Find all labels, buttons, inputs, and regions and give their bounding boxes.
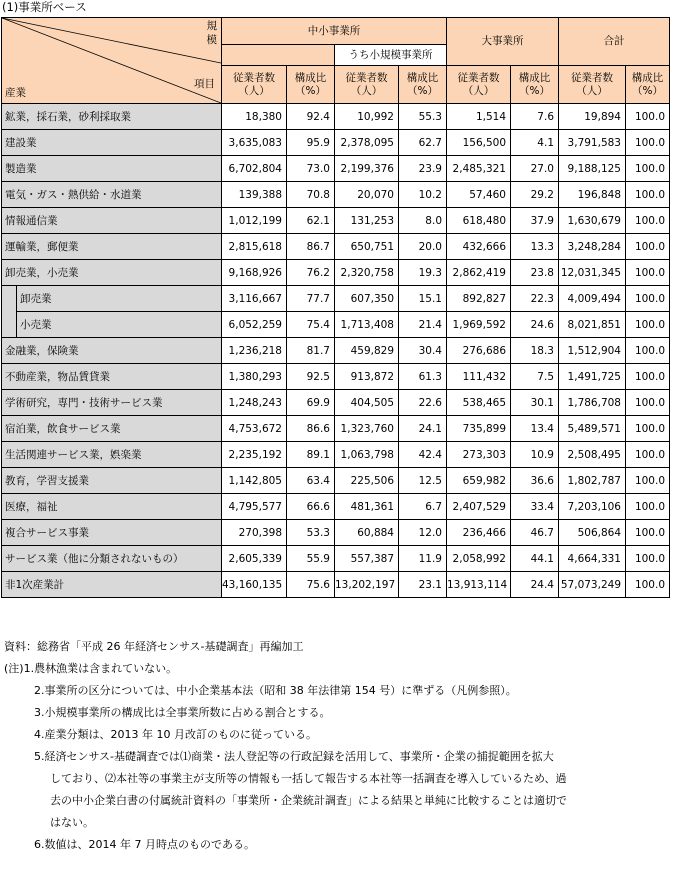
table-row — [2, 442, 670, 468]
ratio-cell: 7.5 — [511, 364, 559, 390]
ratio-cell: 23.1 — [399, 572, 447, 598]
table-row — [2, 494, 670, 520]
table-row — [2, 130, 670, 156]
corner-item-label: 項目 — [194, 78, 215, 90]
ratio-cell: 37.9 — [511, 208, 559, 234]
employees-cell: 659,982 — [447, 468, 511, 494]
ratio-cell: 100.0 — [626, 390, 670, 416]
ratio-cell: 70.8 — [287, 182, 335, 208]
ratio-cell: 18.3 — [511, 338, 559, 364]
employees-cell: 6,702,804 — [222, 156, 287, 182]
employees-cell: 270,398 — [222, 520, 287, 546]
employees-cell: 432,666 — [447, 234, 511, 260]
ratio-cell: 61.3 — [399, 364, 447, 390]
ratio-cell: 81.7 — [287, 338, 335, 364]
ratio-cell: 100.0 — [626, 156, 670, 182]
col-ratio-header: 構成比 （%） — [287, 66, 335, 104]
employees-cell: 57,460 — [447, 182, 511, 208]
ratio-cell: 77.7 — [287, 286, 335, 312]
ratio-cell: 44.1 — [511, 546, 559, 572]
note-5-cont: はない。 — [50, 816, 94, 829]
industry-name: 教育，学習支援業 — [2, 468, 222, 494]
ratio-cell: 30.1 — [511, 390, 559, 416]
ratio-cell: 55.3 — [399, 104, 447, 130]
ratio-cell: 63.4 — [287, 468, 335, 494]
table-row — [2, 104, 670, 130]
note-2: 2.事業所の区分については、中小企業基本法（昭和 38 年法律第 154 号）に準ずる（凡例参照）。 — [34, 684, 517, 697]
ratio-cell: 100.0 — [626, 182, 670, 208]
industry-name: 卸売業 — [17, 286, 222, 312]
ratio-cell: 42.4 — [399, 442, 447, 468]
table-row — [2, 156, 670, 182]
employees-cell: 913,872 — [335, 364, 399, 390]
industry-name: 鉱業，採石業，砂利採取業 — [2, 104, 222, 130]
employees-cell: 13,202,197 — [335, 572, 399, 598]
corner-header — [2, 18, 222, 104]
group-small-header: うち小規模事業所 — [335, 45, 447, 66]
employees-cell: 506,864 — [559, 520, 626, 546]
col-employees-header: 従業者数 （人） — [559, 66, 626, 104]
ratio-cell: 13.4 — [511, 416, 559, 442]
employees-cell: 2,508,495 — [559, 442, 626, 468]
table-row — [2, 234, 670, 260]
ratio-cell: 11.9 — [399, 546, 447, 572]
ratio-cell: 100.0 — [626, 234, 670, 260]
ratio-cell: 100.0 — [626, 260, 670, 286]
col-employees-header: 従業者数 （人） — [335, 66, 399, 104]
industry-name: 複合サービス事業 — [2, 520, 222, 546]
ratio-cell: 33.4 — [511, 494, 559, 520]
ratio-cell: 100.0 — [626, 572, 670, 598]
ratio-cell: 73.0 — [287, 156, 335, 182]
group-large-header: 大事業所 — [447, 18, 559, 66]
employees-cell: 1,380,293 — [222, 364, 287, 390]
ratio-cell: 36.6 — [511, 468, 559, 494]
employees-cell: 892,827 — [447, 286, 511, 312]
industry-name: 学術研究，専門・技術サービス業 — [2, 390, 222, 416]
ratio-cell: 100.0 — [626, 416, 670, 442]
employees-cell: 1,713,408 — [335, 312, 399, 338]
table-body — [2, 104, 670, 598]
employees-cell: 1,514 — [447, 104, 511, 130]
note-6: 6.数値は、2014 年 7 月時点のものである。 — [34, 838, 255, 851]
sme-spacer — [222, 45, 335, 66]
employees-cell: 2,485,321 — [447, 156, 511, 182]
employees-cell: 1,786,708 — [559, 390, 626, 416]
employees-cell: 111,432 — [447, 364, 511, 390]
employees-cell: 1,248,243 — [222, 390, 287, 416]
ratio-cell: 100.0 — [626, 286, 670, 312]
industry-name: 生活関連サービス業，娯楽業 — [2, 442, 222, 468]
ratio-cell: 69.9 — [287, 390, 335, 416]
ratio-cell: 75.6 — [287, 572, 335, 598]
employees-cell: 9,168,926 — [222, 260, 287, 286]
table-row — [2, 260, 670, 286]
employees-cell: 9,188,125 — [559, 156, 626, 182]
employees-cell: 7,203,106 — [559, 494, 626, 520]
ratio-cell: 100.0 — [626, 364, 670, 390]
employees-cell: 1,512,904 — [559, 338, 626, 364]
ratio-cell: 62.1 — [287, 208, 335, 234]
ratio-cell: 8.0 — [399, 208, 447, 234]
indent-spacer — [2, 312, 17, 338]
employees-cell: 2,815,618 — [222, 234, 287, 260]
employees-cell: 225,506 — [335, 468, 399, 494]
ratio-cell: 30.4 — [399, 338, 447, 364]
ratio-cell: 89.1 — [287, 442, 335, 468]
employees-cell: 1,802,787 — [559, 468, 626, 494]
ratio-cell: 22.6 — [399, 390, 447, 416]
ratio-cell: 100.0 — [626, 494, 670, 520]
ratio-cell: 27.0 — [511, 156, 559, 182]
employees-cell: 156,500 — [447, 130, 511, 156]
table-row — [2, 390, 670, 416]
employees-cell: 20,070 — [335, 182, 399, 208]
ratio-cell: 21.4 — [399, 312, 447, 338]
industry-name: 製造業 — [2, 156, 222, 182]
employees-cell: 618,480 — [447, 208, 511, 234]
table-row — [2, 338, 670, 364]
employees-cell: 404,505 — [335, 390, 399, 416]
table-row — [2, 572, 670, 598]
ratio-cell: 100.0 — [626, 442, 670, 468]
ratio-cell: 75.4 — [287, 312, 335, 338]
employees-cell: 481,361 — [335, 494, 399, 520]
employees-cell: 1,630,679 — [559, 208, 626, 234]
indent-spacer — [2, 286, 17, 312]
ratio-cell: 29.2 — [511, 182, 559, 208]
corner-industry-label: 産業 — [5, 87, 26, 99]
note-5: 5.経済センサス-基礎調査では⑴商業・法人登記等の行政記録を活用して、事業所・企業の捕捉範囲を拡大 — [34, 750, 554, 763]
employees-cell: 2,378,095 — [335, 130, 399, 156]
employees-cell: 12,031,345 — [559, 260, 626, 286]
employees-cell: 196,848 — [559, 182, 626, 208]
note-3: 3.小規模事業所の構成比は全事業所数に占める割合とする。 — [34, 706, 331, 719]
industry-name: 医療，福祉 — [2, 494, 222, 520]
ratio-cell: 53.3 — [287, 520, 335, 546]
employees-cell: 19,894 — [559, 104, 626, 130]
employees-cell: 3,248,284 — [559, 234, 626, 260]
industry-name: サービス業（他に分類されないもの） — [2, 546, 222, 572]
col-employees-header: 従業者数 （人） — [222, 66, 287, 104]
industry-name: 運輸業，郵便業 — [2, 234, 222, 260]
employees-cell: 538,465 — [447, 390, 511, 416]
employees-cell: 10,992 — [335, 104, 399, 130]
employees-cell: 735,899 — [447, 416, 511, 442]
col-ratio-header: 構成比 （%） — [511, 66, 559, 104]
ratio-cell: 13.3 — [511, 234, 559, 260]
industry-name: 宿泊業，飲食サービス業 — [2, 416, 222, 442]
employees-cell: 557,387 — [335, 546, 399, 572]
employees-cell: 5,489,571 — [559, 416, 626, 442]
employees-cell: 2,407,529 — [447, 494, 511, 520]
employees-cell: 13,913,114 — [447, 572, 511, 598]
source-note: 資料：総務省「平成 26 年経済センサス-基礎調査」再編加工 — [4, 640, 304, 653]
industry-name: 不動産業，物品賃貸業 — [2, 364, 222, 390]
ratio-cell: 7.6 — [511, 104, 559, 130]
ratio-cell: 62.7 — [399, 130, 447, 156]
ratio-cell: 92.5 — [287, 364, 335, 390]
ratio-cell: 4.1 — [511, 130, 559, 156]
industry-name: 小売業 — [17, 312, 222, 338]
table-row — [2, 312, 670, 338]
ratio-cell: 6.7 — [399, 494, 447, 520]
ratio-cell: 100.0 — [626, 104, 670, 130]
note-5-cont: しており、⑵本社等の事業主が支所等の情報も一括して報告する本社等一括調査を導入しているため、過 — [50, 772, 567, 785]
table-row — [2, 208, 670, 234]
industry-name: 非1次産業計 — [2, 572, 222, 598]
ratio-cell: 100.0 — [626, 338, 670, 364]
ratio-cell: 92.4 — [287, 104, 335, 130]
diagonal-lines — [2, 18, 221, 103]
ratio-cell: 76.2 — [287, 260, 335, 286]
employees-cell: 2,862,419 — [447, 260, 511, 286]
col-ratio-header: 構成比 （%） — [399, 66, 447, 104]
employees-cell: 43,160,135 — [222, 572, 287, 598]
employees-cell: 1,323,760 — [335, 416, 399, 442]
table-row — [2, 468, 670, 494]
employees-cell: 1,063,798 — [335, 442, 399, 468]
corner-scale-label-2: 模 — [206, 34, 217, 46]
table-row — [2, 546, 670, 572]
employees-cell: 60,884 — [335, 520, 399, 546]
ratio-cell: 24.1 — [399, 416, 447, 442]
ratio-cell: 24.4 — [511, 572, 559, 598]
ratio-cell: 100.0 — [626, 312, 670, 338]
industry-name: 金融業，保険業 — [2, 338, 222, 364]
ratio-cell: 24.6 — [511, 312, 559, 338]
employees-cell: 2,605,339 — [222, 546, 287, 572]
ratio-cell: 20.0 — [399, 234, 447, 260]
employees-cell: 139,388 — [222, 182, 287, 208]
industry-name: 情報通信業 — [2, 208, 222, 234]
employees-cell: 18,380 — [222, 104, 287, 130]
ratio-cell: 100.0 — [626, 468, 670, 494]
col-employees-header: 従業者数 （人） — [447, 66, 511, 104]
col-ratio-header: 構成比 （%） — [626, 66, 670, 104]
table-row — [2, 286, 670, 312]
note-1: (注)1.農林漁業は含まれていない。 — [4, 662, 178, 675]
ratio-cell: 23.8 — [511, 260, 559, 286]
employees-cell: 4,664,331 — [559, 546, 626, 572]
table-row — [2, 364, 670, 390]
ratio-cell: 15.1 — [399, 286, 447, 312]
employees-cell: 650,751 — [335, 234, 399, 260]
table-row — [2, 520, 670, 546]
employees-cell: 8,021,851 — [559, 312, 626, 338]
employees-cell: 1,491,725 — [559, 364, 626, 390]
table-row — [2, 182, 670, 208]
ratio-cell: 100.0 — [626, 130, 670, 156]
employees-cell: 131,253 — [335, 208, 399, 234]
employees-cell: 57,073,249 — [559, 572, 626, 598]
employees-cell: 607,350 — [335, 286, 399, 312]
ratio-cell: 100.0 — [626, 208, 670, 234]
employees-cell: 1,142,805 — [222, 468, 287, 494]
ratio-cell: 12.0 — [399, 520, 447, 546]
ratio-cell: 10.9 — [511, 442, 559, 468]
ratio-cell: 23.9 — [399, 156, 447, 182]
employees-cell: 4,009,494 — [559, 286, 626, 312]
ratio-cell: 100.0 — [626, 546, 670, 572]
ratio-cell: 46.7 — [511, 520, 559, 546]
ratio-cell: 86.7 — [287, 234, 335, 260]
ratio-cell: 22.3 — [511, 286, 559, 312]
employees-cell: 3,635,083 — [222, 130, 287, 156]
group-total-header: 合計 — [559, 18, 670, 66]
employees-cell: 273,303 — [447, 442, 511, 468]
employees-cell: 1,969,592 — [447, 312, 511, 338]
corner-scale-label-1: 規 — [206, 20, 217, 32]
industry-name: 卸売業，小売業 — [2, 260, 222, 286]
employees-cell: 3,116,667 — [222, 286, 287, 312]
employees-cell: 2,058,992 — [447, 546, 511, 572]
employees-cell: 1,236,218 — [222, 338, 287, 364]
employees-cell: 4,795,577 — [222, 494, 287, 520]
employees-cell: 276,686 — [447, 338, 511, 364]
ratio-cell: 86.6 — [287, 416, 335, 442]
employees-cell: 236,466 — [447, 520, 511, 546]
ratio-cell: 95.9 — [287, 130, 335, 156]
employees-cell: 2,235,192 — [222, 442, 287, 468]
ratio-cell: 66.6 — [287, 494, 335, 520]
notes-section — [4, 636, 670, 856]
data-table — [1, 17, 670, 598]
group-sme-header: 中小事業所 — [222, 18, 447, 45]
employees-cell: 4,753,672 — [222, 416, 287, 442]
ratio-cell: 10.2 — [399, 182, 447, 208]
ratio-cell: 12.5 — [399, 468, 447, 494]
ratio-cell: 55.9 — [287, 546, 335, 572]
ratio-cell: 19.3 — [399, 260, 447, 286]
employees-cell: 6,052,259 — [222, 312, 287, 338]
table-caption: (1)事業所ベース — [2, 0, 87, 14]
note-4: 4.産業分類は、2013 年 10 月改訂のものに従っている。 — [34, 728, 317, 741]
employees-cell: 1,012,199 — [222, 208, 287, 234]
ratio-cell: 100.0 — [626, 520, 670, 546]
industry-name: 建設業 — [2, 130, 222, 156]
table-row — [2, 416, 670, 442]
industry-name: 電気・ガス・熱供給・水道業 — [2, 182, 222, 208]
note-5-cont: 去の中小企業白書の付属統計資料の「事業所・企業統計調査」による結果と単純に比較することは適切で — [50, 794, 567, 807]
employees-cell: 3,791,583 — [559, 130, 626, 156]
employees-cell: 2,199,376 — [335, 156, 399, 182]
employees-cell: 459,829 — [335, 338, 399, 364]
employees-cell: 2,320,758 — [335, 260, 399, 286]
